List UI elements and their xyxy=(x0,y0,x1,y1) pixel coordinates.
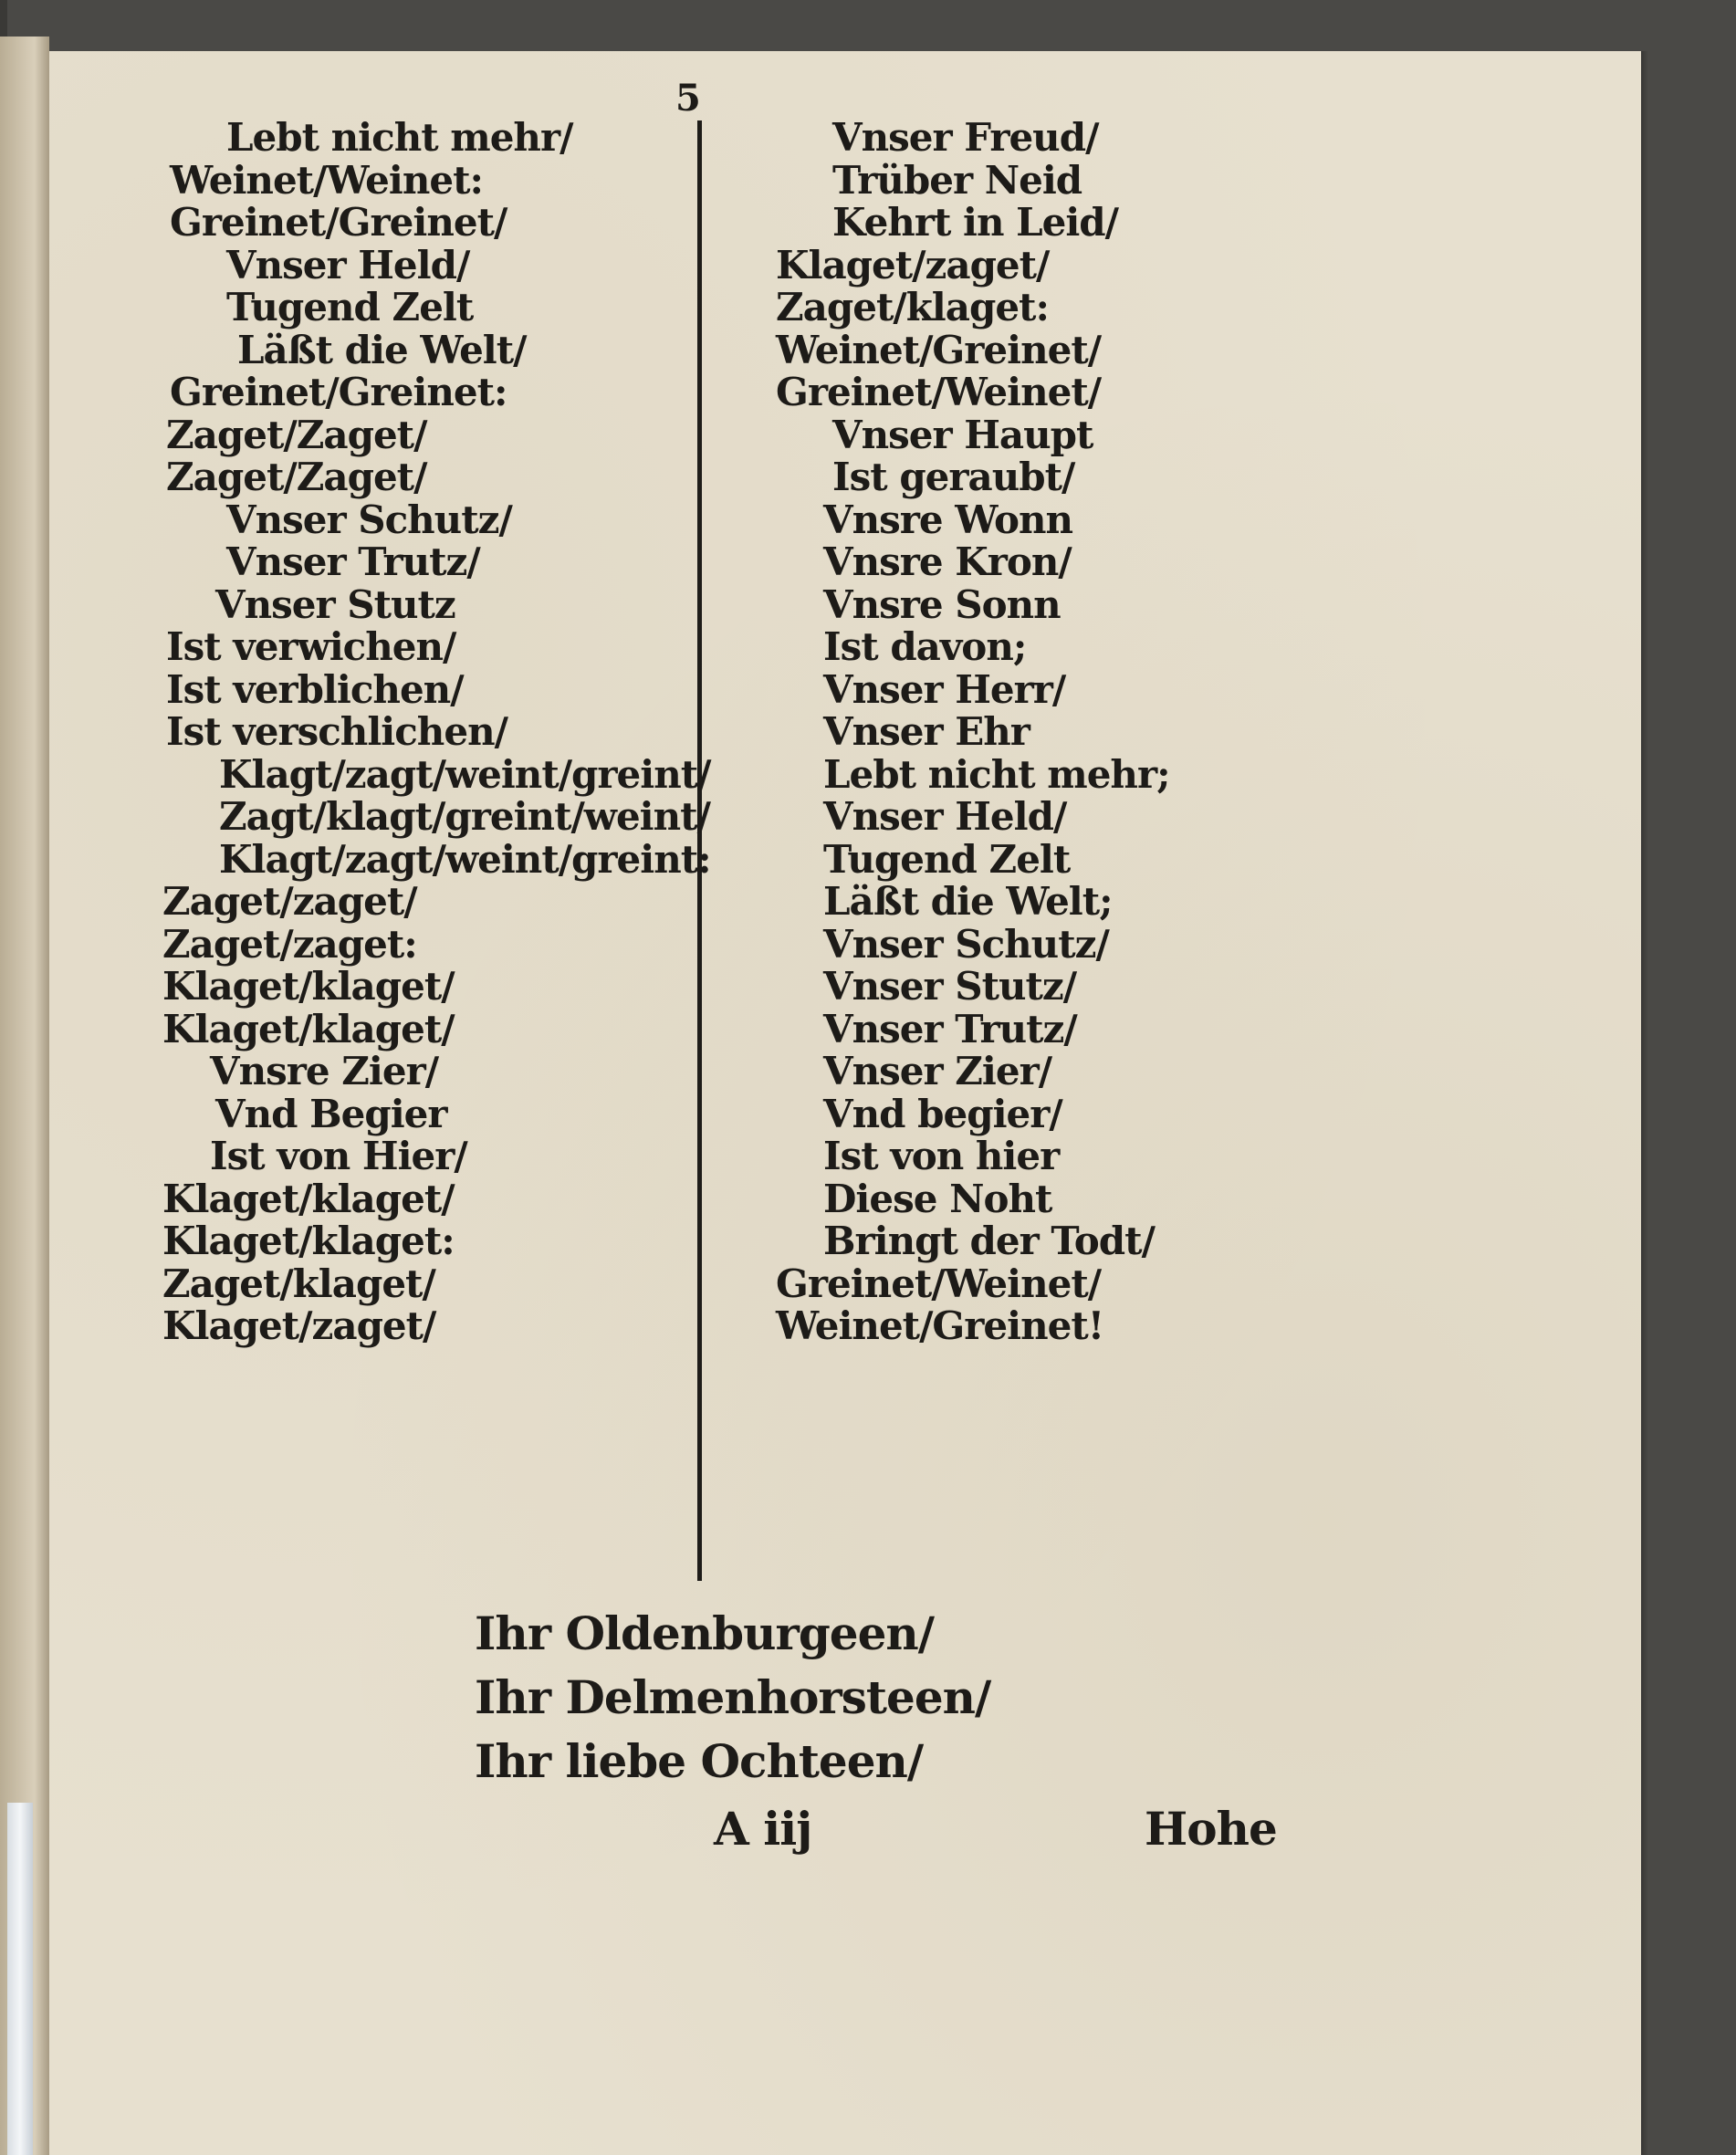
right-column-line: Greinet/Weinet/ xyxy=(776,1261,1102,1306)
right-column-line: Ist geraubt/ xyxy=(832,455,1075,499)
right-column-line: Weinet/Greinet! xyxy=(776,1303,1104,1348)
left-column-line: Klaget/klaget: xyxy=(162,1219,455,1263)
left-column-line: Greinet/Greinet/ xyxy=(170,200,507,245)
right-column-line: Vnser Herr/ xyxy=(823,667,1066,712)
left-column-line: Vnser Schutz/ xyxy=(226,497,512,542)
right-column-line: Ist davon; xyxy=(823,624,1027,669)
right-column-line: Tugend Zelt xyxy=(823,837,1071,882)
left-column-line: Greinet/Greinet: xyxy=(170,370,507,414)
catchword: Hohe xyxy=(1145,1802,1277,1856)
right-column-line: Weinet/Greinet/ xyxy=(776,328,1102,372)
left-column-line: Ist von Hier/ xyxy=(210,1134,467,1178)
right-column-line: Vnser Haupt xyxy=(832,413,1093,457)
left-column-line: Zaget/Zaget/ xyxy=(166,455,427,499)
right-column-line: Vnser Schutz/ xyxy=(823,922,1109,967)
left-column-line: Weinet/Weinet: xyxy=(170,158,483,203)
left-column-line: Lebt nicht mehr/ xyxy=(226,115,573,160)
left-column-line: Zaget/Zaget/ xyxy=(166,413,427,457)
right-column-line: Kehrt in Leid/ xyxy=(832,200,1119,245)
right-column-line: Vnser Zier/ xyxy=(823,1049,1052,1093)
left-column-line: Zagt/klagt/greint/weint/ xyxy=(219,794,710,839)
left-column-line: Vnser Trutz/ xyxy=(226,539,480,584)
right-column-line: Bringt der Todt/ xyxy=(823,1219,1155,1263)
left-column-line: Klaget/klaget/ xyxy=(162,964,455,1009)
left-column-line: Zaget/zaget/ xyxy=(162,879,417,924)
right-column-line: Lebt nicht mehr; xyxy=(823,752,1170,797)
right-column-line: Klaget/zaget/ xyxy=(776,243,1050,288)
left-column-line: Ist verwichen/ xyxy=(166,624,456,669)
left-column-line: Klaget/klaget/ xyxy=(162,1007,455,1051)
right-column-line: Ist von hier xyxy=(823,1134,1060,1178)
left-column-line: Klagt/zagt/weint/greint/ xyxy=(219,752,711,797)
right-column-line: Läßt die Welt; xyxy=(823,879,1113,924)
page-shadow xyxy=(1641,51,1648,2155)
closing-line: Ihr Delmenhorsteen/ xyxy=(475,1670,991,1724)
left-column-line: Vnd Begier xyxy=(215,1092,447,1136)
right-column-line: Vnser Ehr xyxy=(823,709,1030,754)
left-column-line: Ist verblichen/ xyxy=(166,667,464,712)
left-column-line: Klaget/zaget/ xyxy=(162,1303,436,1348)
signature-mark: A iij xyxy=(714,1802,812,1856)
left-column-line: Läßt die Welt/ xyxy=(237,328,527,372)
right-column-line: Vnser Held/ xyxy=(823,794,1067,839)
left-column-line: Ist verschlichen/ xyxy=(166,709,507,754)
right-column-line: Vnser Stutz/ xyxy=(823,964,1077,1009)
right-column-line: Vnsre Wonn xyxy=(823,497,1073,542)
page-number: 5 xyxy=(675,77,701,120)
left-column-line: Vnser Stutz xyxy=(215,582,455,627)
left-column-line: Zaget/klaget/ xyxy=(162,1261,435,1306)
right-column-line: Vnser Freud/ xyxy=(832,115,1099,160)
left-column-line: Tugend Zelt xyxy=(226,285,474,330)
right-column-line: Diese Noht xyxy=(823,1177,1052,1221)
left-column-line: Klaget/klaget/ xyxy=(162,1177,455,1221)
right-column-line: Vnd begier/ xyxy=(823,1092,1062,1136)
right-column-line: Vnser Trutz/ xyxy=(823,1007,1077,1051)
right-column-line: Greinet/Weinet/ xyxy=(776,370,1102,414)
right-column-line: Trüber Neid xyxy=(832,158,1082,203)
left-column-line: Zaget/zaget: xyxy=(162,922,417,967)
right-column-line: Vnsre Kron/ xyxy=(823,539,1072,584)
binding-tab xyxy=(7,1803,33,2155)
left-column-line: Vnsre Zier/ xyxy=(210,1049,439,1093)
closing-line: Ihr liebe Ochteen/ xyxy=(475,1734,924,1788)
left-column-line: Klagt/zagt/weint/greint: xyxy=(219,837,711,882)
right-column-line: Zaget/klaget: xyxy=(776,285,1049,330)
closing-line: Ihr Oldenburgeen/ xyxy=(475,1606,935,1660)
left-column-line: Vnser Held/ xyxy=(226,243,470,288)
right-column-line: Vnsre Sonn xyxy=(823,582,1061,627)
